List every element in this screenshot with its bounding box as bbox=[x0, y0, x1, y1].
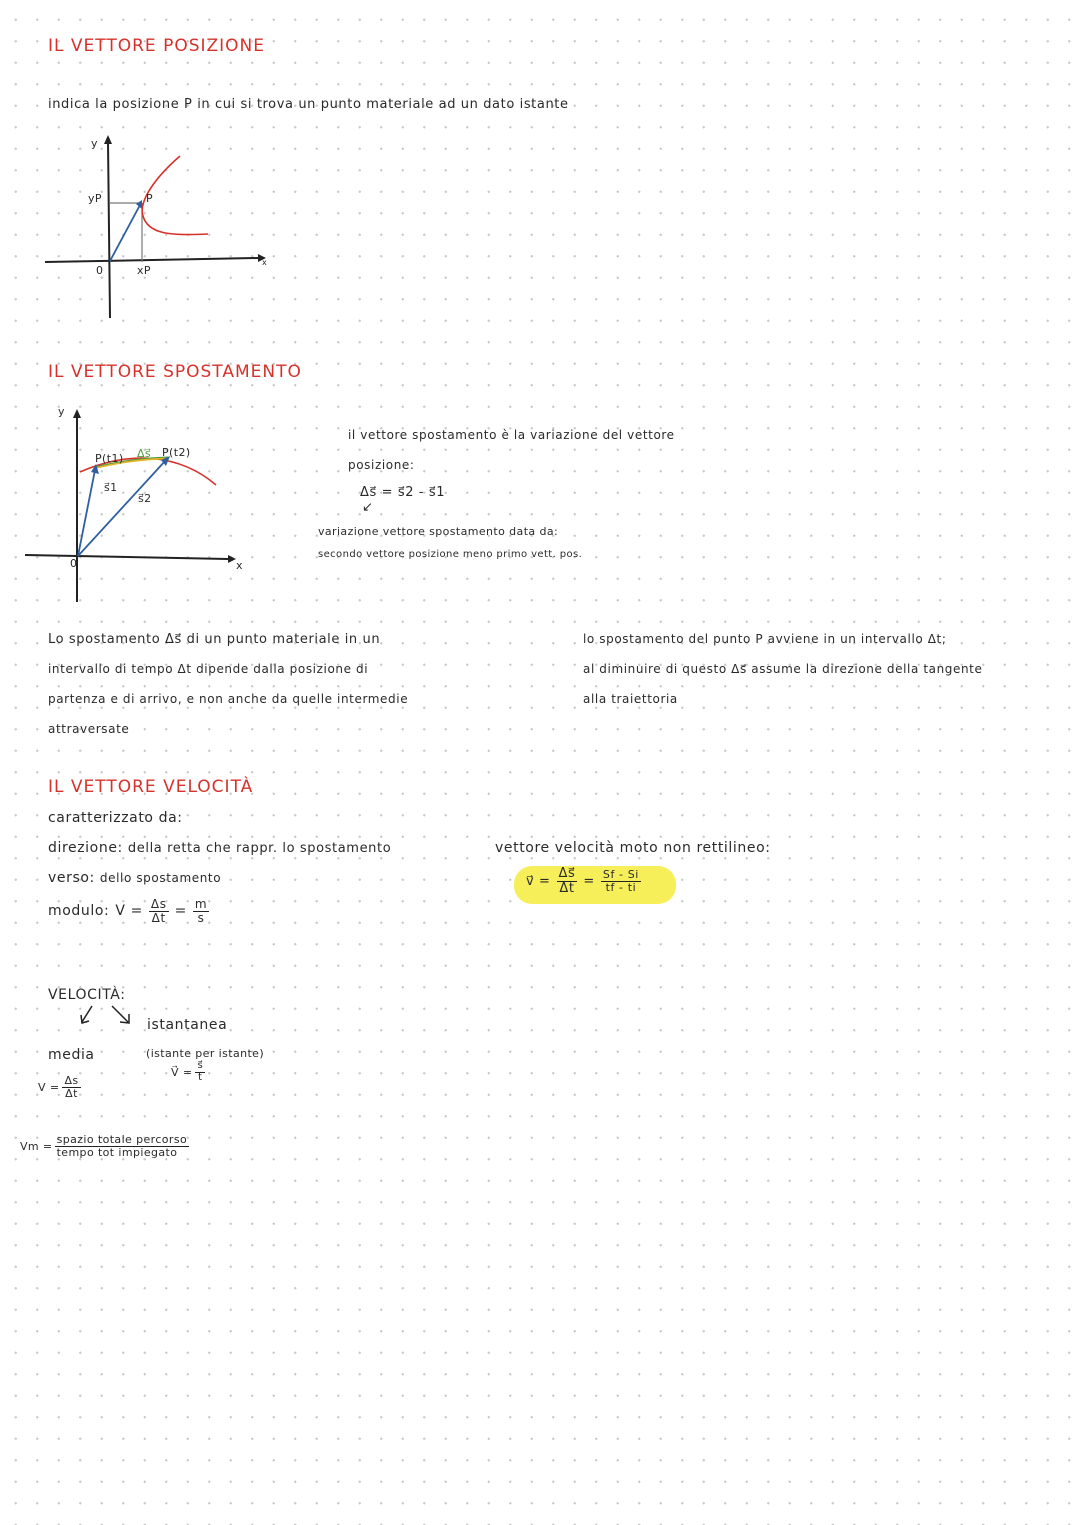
mean-formula bbox=[38, 1075, 81, 1099]
verse-text: dello spostamento bbox=[99, 871, 222, 885]
velocity-verse bbox=[48, 870, 221, 886]
instant-label: istantanea bbox=[147, 1017, 228, 1033]
velocity-title: IL VETTORE VELOCITÀ bbox=[48, 777, 254, 797]
velocity-intro: caratterizzato da: bbox=[48, 810, 183, 826]
velocity-module bbox=[48, 898, 209, 924]
disp-origin-label: 0 bbox=[70, 557, 78, 570]
nonlinear-fraction1 bbox=[557, 867, 578, 895]
displacement-formula: Δs⃗ = s⃗2 - s⃗1 bbox=[360, 485, 446, 500]
nonlinear-den: Δt bbox=[559, 880, 575, 896]
nonlinear-num: Δs⃗ bbox=[558, 866, 576, 881]
disp-p1-label: P(t1) bbox=[95, 452, 124, 465]
nonlinear-eq: = bbox=[583, 873, 595, 889]
branch-arrows bbox=[78, 1003, 148, 1027]
position-title: IL VETTORE POSIZIONE bbox=[48, 36, 266, 56]
mean-label: media bbox=[48, 1047, 95, 1063]
displacement-note-line1: variazione vettore spostamento data da: bbox=[318, 525, 559, 538]
unit-den: s bbox=[197, 910, 205, 925]
disp-s1-label: s⃗1 bbox=[104, 481, 118, 494]
disp-x-label: x bbox=[236, 559, 243, 572]
mean-v: V = bbox=[38, 1080, 60, 1094]
disp-p2-label: P(t2) bbox=[162, 446, 191, 459]
displacement-definition-line1: il vettore spostamento è la variazione del vettore bbox=[348, 428, 675, 442]
unit-num: m bbox=[194, 897, 208, 911]
verse-label: verso: bbox=[48, 870, 95, 886]
vm-num: spazio totale percorso bbox=[56, 1133, 188, 1146]
unit-fraction bbox=[193, 898, 209, 924]
displacement-definition-line2: posizione: bbox=[348, 458, 415, 472]
instant-formula bbox=[171, 1061, 205, 1083]
velocity-direction bbox=[48, 840, 391, 856]
tangent-paragraph-line2: al diminuire di questo Δs⃗ assume la direzione della tangente bbox=[583, 662, 983, 676]
mean-num: Δs bbox=[64, 1074, 79, 1087]
position-description: indica la posizione P in cui si trova un punto materiale ad un dato istante bbox=[48, 97, 569, 112]
module-eq: = bbox=[174, 903, 187, 920]
instant-num: s⃗ bbox=[197, 1060, 204, 1071]
displacement-graph bbox=[20, 400, 260, 610]
vm-fraction bbox=[55, 1134, 190, 1158]
tangent-paragraph-line1: lo spostamento del punto P avviene in un intervallo Δt; bbox=[583, 632, 947, 646]
instant-den: t bbox=[198, 1071, 203, 1083]
direction-label: direzione: bbox=[48, 840, 123, 856]
nonlinear-title: vettore velocità moto non rettilineo: bbox=[495, 840, 771, 856]
disp-ds-label: Δs⃗ bbox=[137, 447, 152, 460]
module-fraction bbox=[149, 898, 169, 924]
displacement-paragraph-line4: attraversate bbox=[48, 722, 130, 736]
module-v: V = bbox=[115, 903, 143, 920]
tangent-paragraph-line3: alla traiettoria bbox=[583, 692, 678, 706]
vm-formula bbox=[20, 1134, 189, 1158]
displacement-paragraph-line1: Lo spostamento Δs⃗ di un punto materiale in un bbox=[48, 632, 381, 647]
pos-xp-label: xP bbox=[137, 264, 151, 277]
nonlinear-fraction2 bbox=[601, 869, 641, 893]
nonlinear-den2: tf - ti bbox=[605, 880, 637, 894]
direction-text: della retta che rappr. lo spostamento bbox=[127, 841, 392, 856]
module-num: Δs bbox=[150, 897, 167, 911]
pos-x-label: x bbox=[262, 258, 268, 267]
nonlinear-num2: Sf - Si bbox=[602, 868, 639, 882]
nonlinear-formula bbox=[526, 867, 641, 895]
nonlinear-v: v⃗ = bbox=[526, 873, 551, 889]
displacement-paragraph-line2: intervallo di tempo Δt dipende dalla posizione di bbox=[48, 662, 369, 676]
vm-label: Vm = bbox=[20, 1139, 53, 1153]
pos-y-label: y bbox=[91, 137, 98, 150]
velocity-types-label: VELOCITÀ: bbox=[48, 987, 126, 1003]
mean-fraction bbox=[62, 1075, 80, 1099]
displacement-arrow: ↙ bbox=[362, 500, 374, 515]
instant-v: V⃗ = bbox=[171, 1065, 193, 1079]
instant-fraction bbox=[195, 1061, 205, 1083]
pos-yp-label: yP bbox=[88, 192, 102, 205]
displacement-paragraph-line3: partenza e di arrivo, e non anche da quelle intermedie bbox=[48, 692, 409, 706]
instant-note: (istante per istante) bbox=[146, 1047, 265, 1060]
vm-den: tempo tot impiegato bbox=[56, 1145, 178, 1159]
pos-p-label: P bbox=[146, 192, 154, 205]
position-graph bbox=[30, 130, 290, 330]
module-den: Δt bbox=[151, 910, 166, 925]
module-label: modulo: bbox=[48, 903, 110, 920]
displacement-note-line2: secondo vettore posizione meno primo vett. pos. bbox=[318, 549, 583, 560]
displacement-title: IL VETTORE SPOSTAMENTO bbox=[48, 362, 302, 382]
pos-origin-label: 0 bbox=[96, 264, 104, 277]
mean-den: Δt bbox=[65, 1086, 78, 1100]
disp-s2-label: s⃗2 bbox=[138, 492, 152, 505]
disp-y-label: y bbox=[58, 405, 65, 418]
